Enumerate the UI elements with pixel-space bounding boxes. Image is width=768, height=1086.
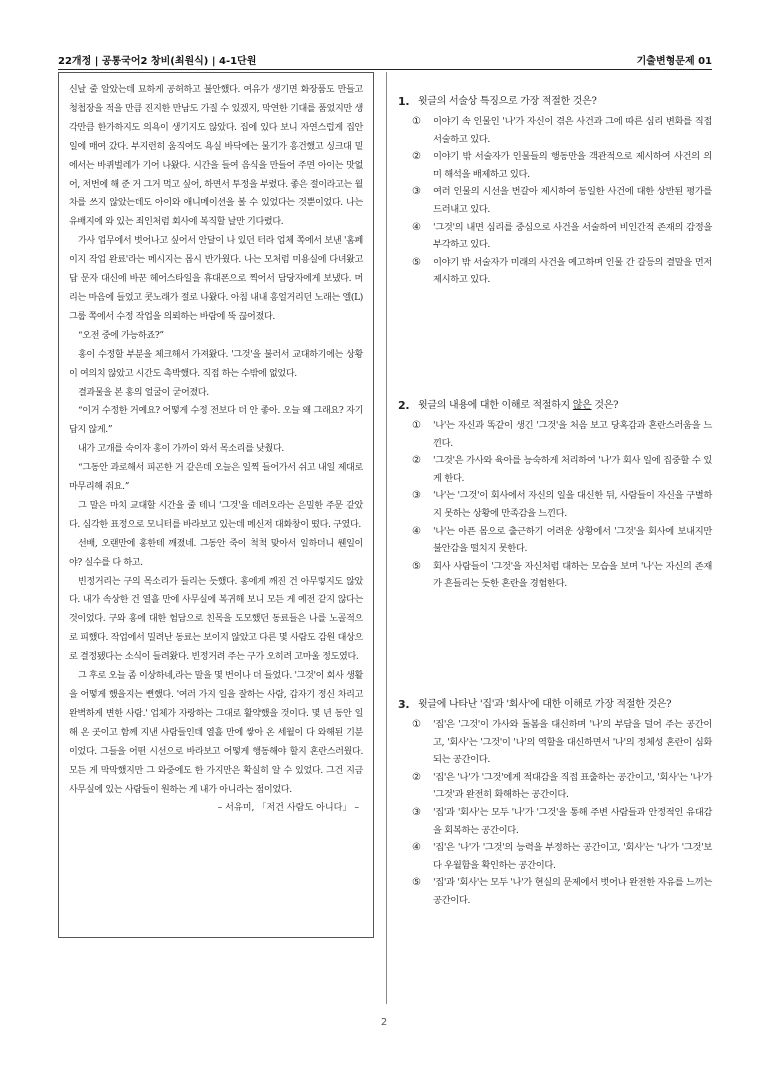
question-number: 3. [398, 698, 410, 711]
choice-text: 이야기 밖 서술자가 인물들의 행동만을 객관적으로 제시하여 사건의 의미 해석을 배제하고 있다. [433, 151, 712, 180]
question-2 [398, 398, 716, 593]
choice-number: ④ [412, 525, 421, 537]
page-number: 2 [380, 1017, 388, 1028]
passage-paragraph: 빈정거리는 구의 목소리가 들리는 듯했다. 홍에게 깨진 건 아무렇지도 않았다. 내가 속상한 건 열흘 만에 사무실에 복귀해 보니 모든 게 예전 같지 않다는 것이었다. 구와 홍에 대한 험담으로 친목을 도모했던 동료들은 나를 노골적으로 피했다. 작업에서 밀려난 동료는 보이지 않았고 다른 몇 사람도 감원 대상으로 결정됐다는 소식이 들려왔다. 빈정거려 주는 구가 오히려 고마울 정도였다. [69, 576, 363, 663]
choice-number: ⑤ [412, 256, 421, 268]
choice-text: '그것'은 가사와 육아를 능숙하게 처리하여 '나'가 회사 일에 집중할 수 있게 한다. [433, 455, 712, 484]
choice-text: '집'은 '그것'이 가사와 돌봄을 대신하며 '나'의 부담을 덜어 주는 공간이고, '회사'는 '그것'이 '나'의 역할을 대신하면서 '나'의 정체성 혼란이 심화되는 공간이다. [433, 719, 712, 766]
choice-item[interactable] [398, 487, 716, 522]
header-divider [58, 69, 712, 70]
question-text: 윗글의 서술상 특징으로 가장 적절한 것은? [418, 96, 597, 107]
choice-number: ② [412, 151, 421, 163]
passage-paragraph: “오전 중에 가능하죠?” [78, 330, 164, 341]
question-text: 윗글의 내용에 대한 이해로 적절하지 [418, 400, 573, 411]
choice-item[interactable] [398, 804, 716, 839]
question-title [398, 398, 716, 414]
choice-text: 이야기 밖 서술자가 미래의 사건을 예고하며 인물 간 갈등의 결말을 먼저 제시하고 있다. [433, 256, 712, 286]
choice-number: ② [412, 455, 421, 467]
choice-item[interactable] [398, 183, 716, 218]
choice-text: '나'는 자신과 똑같이 생긴 '그것'을 처음 보고 당혹감과 혼란스러움을 느낀다. [433, 420, 712, 449]
choice-item[interactable] [398, 417, 716, 452]
choice-list [398, 716, 716, 910]
choice-item[interactable] [398, 769, 716, 804]
choice-number: ② [412, 771, 421, 783]
choice-item[interactable] [398, 558, 716, 593]
passage-paragraph: “이거 수정한 거예요? 어떻게 수정 전보다 더 안 좋아. 오늘 왜 그래요? 자기답지 않게.” [69, 406, 363, 436]
choice-number: ③ [412, 806, 421, 818]
passage-paragraph: 선배, 오랜만에 홍한테 깨졌네. 그동안 죽이 척척 맞아서 일하더니 웬일이야? 실수를 다 하고. [69, 538, 363, 568]
choice-item[interactable] [398, 113, 716, 148]
choice-number: ④ [412, 842, 421, 854]
choice-number: ① [412, 116, 421, 127]
passage-paragraph: 홍이 수정할 부분을 체크해서 가져왔다. '그것'을 불러서 교대하기에는 상황이 여의치 않았고 시간도 촉박했다. 직접 하는 수밖에 없었다. [69, 349, 363, 379]
choice-item[interactable] [398, 716, 716, 769]
choice-number: ① [412, 719, 421, 730]
passage-paragraph: 가사 업무에서 벗어나고 싶어서 안달이 나 있던 터라 업체 쪽에서 보낸 '홈페이지 작업 완료'라는 메시지는 몹시 반가웠다. 나는 모처럼 미용실에 다녀왔고 답 문자 대신에 바꾼 헤어스타일을 휴대폰으로 찍어서 담당자에게 보냈다. 머리는 마음에 들었고 콧노래가 절로 나왔다. 아침 내내 흥얼거리던 노래는 엘(L) 그룹 쪽에서 수정 작업을 의뢰하는 바람에 뚝 끊어졌다. [69, 236, 363, 322]
choice-number: ⑤ [412, 560, 421, 572]
question-text: 윗글에 나타난 '집'과 '회사'에 대한 이해로 가장 적절한 것은? [418, 699, 672, 710]
passage-source: – 서유미, 「저건 사람도 아니다」 – [217, 803, 359, 814]
passage-paragraph: 그 말은 마치 교대할 시간을 줄 테니 '그것'을 데려오라는 은밀한 주문 같았다. 심각한 표정으로 모니터를 바라보고 있는데 메신저 대화창이 떴다. 구였다. [69, 500, 363, 530]
choice-item[interactable] [398, 839, 716, 874]
choice-text: '나'는 '그것'이 회사에서 자신의 일을 대신한 뒤, 사람들이 자신을 구별하지 못하는 상황에 만족감을 느낀다. [433, 490, 712, 519]
question-number: 1. [398, 95, 410, 108]
choice-number: ① [412, 420, 421, 431]
choice-item[interactable] [398, 874, 716, 909]
choice-text: 여러 인물의 시선을 번갈아 제시하여 동일한 사건에 대한 상반된 평가를 드러내고 있다. [433, 186, 712, 215]
question-text-underlined: 않은 [572, 400, 592, 411]
choice-item[interactable] [398, 254, 716, 289]
choice-text: '나'는 아픈 몸으로 출근하기 어려운 상황에서 '그것'을 회사에 보내지만 불안감을 떨치지 못한다. [433, 525, 712, 555]
choice-number: ④ [412, 221, 421, 233]
choice-item[interactable] [398, 523, 716, 558]
question-text: 것은? [591, 400, 619, 411]
choice-list [398, 417, 716, 593]
choice-item[interactable] [398, 452, 716, 487]
choice-list [398, 113, 716, 289]
choice-item[interactable] [398, 148, 716, 183]
passage-paragraph: 결과물을 본 홍의 얼굴이 굳어졌다. [78, 387, 209, 398]
choice-text: 이야기 속 인물인 '나'가 자신이 겪은 사건과 그에 따른 심리 변화를 직접 서술하고 있다. [433, 116, 712, 145]
question-3 [398, 697, 716, 910]
question-title [398, 697, 716, 713]
question-1 [398, 94, 716, 289]
choice-number: ⑤ [412, 877, 421, 889]
choice-text: '집'과 '회사'는 모두 '나'가 현실의 문제에서 벗어나 완전한 자유를 느끼는 공간이다. [433, 877, 712, 906]
header-course-info: 22개정 | 공통국어2 창비(최원식) | 4-1단원 [58, 56, 257, 67]
passage-box [58, 72, 374, 938]
choice-number: ③ [412, 186, 421, 198]
column-divider [386, 72, 387, 1004]
passage-paragraph: 내가 고개를 숙이자 홍이 가까이 와서 목소리를 낮췄다. [78, 444, 284, 455]
passage-paragraph: 신날 줄 알았는데 묘하게 공허하고 불안했다. 여유가 생기면 화장품도 만들고 청첩장을 적을 만큼 진지한 만남도 가질 수 있겠지, 막연한 기대를 품었지만 생각만큼 한가하지도 의욕이 생기지도 않았다. 집에 있다 보니 자연스럽게 집안일에 매여 갔다. 부지런히 움직여도 욕실 바닥에는 물기가 흥건했고 싱크대 밑에서는 바퀴벌레가 기어 나왔다. 시간을 들여 음식을 만들어 주면 아이는 맛없어, 저번에 해 준 거 그거 먹고 싶어, 하면서 투정을 부렸다. 좋은 절이라고는 월차를 쓰지 않았는데도 아이와 애니메이션을 볼 수 있었다는 것뿐이었다. 나는 유배지에 와 있는 죄인처럼 회사에 복직할 날만 기다렸다. [69, 85, 363, 228]
choice-text: '그것'의 내면 심리를 중심으로 사건을 서술하여 비인간적 존재의 감정을 부각하고 있다. [433, 221, 712, 251]
passage-paragraph: 그 후로 오늘 좀 이상하네,라는 말을 몇 번이나 더 들었다. '그것'이 회사 생활을 어떻게 했을지는 뻔했다. '여러 가지 일을 잘하는 사람, 갑자기 정신 차리고 완벽하게 변한 사람.' 업체가 자랑하는 그대로 활약했을 것이다. 몇 년 동안 일해 온 곳이고 함께 지낸 사람들인데 열흘 만에 쌓아 온 세월이 다 와해된 기분이었다. 그들을 어떤 시선으로 바라보고 어떻게 행동해야 할지 혼란스러웠다. 모든 게 막막했지만 그 와중에도 한 가지만은 확실히 알 수 있었다. 그건 지금 사무실에 있는 사람들이 원하는 게 내가 아니라는 점이었다. [69, 671, 363, 795]
choice-text: '집'과 '회사'는 모두 '나'가 '그것'을 통해 주변 사람들과 안정적인 유대감을 회복하는 공간이다. [433, 806, 712, 836]
choice-text: '집'은 '나'가 '그것'의 능력을 부정하는 공간이고, '회사'는 '나'가 '그것'보다 우월함을 확인하는 공간이다. [433, 842, 712, 871]
header-exam-label: 기출변형문제 01 [636, 56, 712, 67]
choice-number: ③ [412, 490, 421, 502]
question-title [398, 94, 716, 110]
passage-paragraph: “그동안 과로해서 피곤한 거 같은데 오늘은 일찍 들어가서 쉬고 내일 제대로 마무리해 줘요.” [69, 463, 363, 493]
choice-item[interactable] [398, 219, 716, 254]
question-number: 2. [398, 399, 410, 412]
choice-text: '집'은 '나'가 '그것'에게 적대감을 직접 표출하는 공간이고, '회사'는 '나'가 '그것'과 완전히 화해하는 공간이다. [433, 771, 712, 801]
choice-text: 회사 사람들이 '그것'을 자신처럼 대하는 모습을 보며 '나'는 자신의 존재가 흔들리는 듯한 혼란을 경험한다. [433, 560, 712, 590]
